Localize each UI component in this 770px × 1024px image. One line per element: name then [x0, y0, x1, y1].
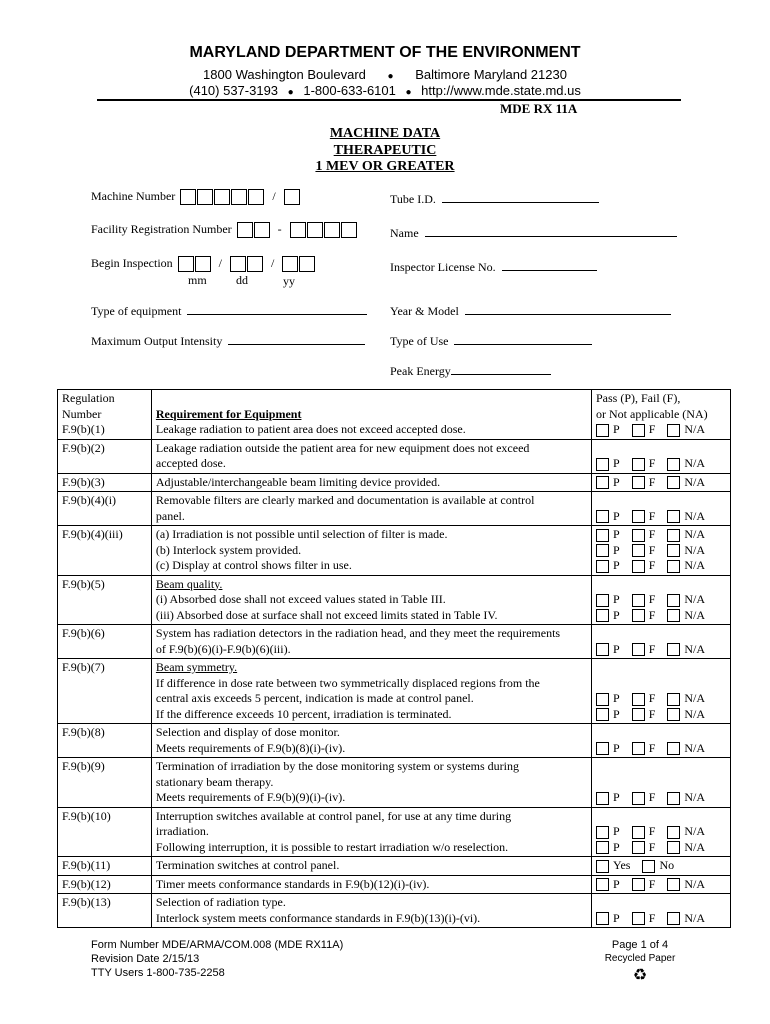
pass-checkbox[interactable]: P	[596, 592, 620, 608]
tube-id-label: Tube I.D.	[390, 192, 436, 206]
status-row-4a	[596, 527, 726, 543]
row-text-8-0: Selection and display of dose monitor.	[155, 725, 340, 739]
table-row	[58, 875, 731, 894]
fail-checkbox[interactable]: F	[632, 824, 656, 840]
status-row-2	[596, 475, 726, 491]
machine-number-label: Machine Number	[91, 189, 176, 203]
header-rule	[97, 99, 681, 101]
row-text-5-1: (i) Absorbed dose shall not exceed values stated in Table III.	[155, 592, 446, 606]
no-checkbox[interactable]: No	[642, 858, 674, 874]
na-checkbox[interactable]: N/A	[667, 642, 705, 658]
date-slash-2: /	[271, 256, 275, 270]
fail-checkbox[interactable]: F	[632, 840, 656, 856]
col-requirement-header: Requirement for Equipment	[155, 406, 302, 421]
row-reg-11: F.9(b)(11)	[58, 857, 152, 876]
status-row-7a	[596, 691, 726, 707]
begin-dd-boxes[interactable]	[230, 256, 263, 270]
pass-checkbox[interactable]: P	[596, 608, 620, 624]
table-row	[58, 492, 731, 526]
status-row-10a	[596, 824, 726, 840]
address-line	[0, 67, 770, 82]
na-checkbox[interactable]: N/A	[667, 475, 705, 491]
row-text-10-2: Following interruption, it is possible to restart irradiation w/o reselection.	[155, 839, 509, 854]
na-checkbox[interactable]: N/A	[667, 509, 705, 525]
date-slash-1: /	[218, 256, 222, 270]
city-address: Baltimore Maryland 21230	[415, 67, 567, 82]
peak-energy-field	[390, 362, 551, 379]
status-row-11	[596, 858, 726, 874]
fail-checkbox[interactable]: F	[632, 558, 656, 574]
requirements-table	[57, 389, 731, 928]
na-checkbox[interactable]: N/A	[667, 456, 705, 472]
facility-reg-label: Facility Registration Number	[91, 222, 232, 236]
status-row-12	[596, 877, 726, 893]
na-checkbox[interactable]: N/A	[667, 911, 705, 927]
na-checkbox[interactable]: N/A	[667, 608, 705, 624]
pass-checkbox[interactable]: P	[596, 543, 620, 559]
row-text-12-0: Timer meets conformance standards in F.9(b)(12)(i)-(iv).	[151, 875, 591, 894]
row-text-2-0: Adjustable/interchangeable beam limiting device provided.	[151, 473, 591, 492]
agency-title: MARYLAND DEPARTMENT OF THE ENVIRONMENT	[189, 44, 581, 61]
tty-number: TTY Users 1-800-735-2258	[91, 967, 225, 979]
website-url: http://www.mde.state.md.us	[421, 83, 581, 98]
bullet-3: ●	[405, 87, 412, 98]
col-regulation-header-2: Number	[62, 406, 102, 421]
form-number: Form Number MDE/ARMA/COM.008 (MDE RX11A)	[91, 939, 344, 951]
table-row	[58, 473, 731, 492]
title-line-2: THERAPEUTIC	[333, 142, 437, 158]
fail-checkbox[interactable]: F	[632, 741, 656, 757]
col-status-header-1: Pass (P), Fail (F),	[596, 391, 681, 405]
table-row	[58, 758, 731, 808]
row-reg-8: F.9(b)(8)	[58, 724, 152, 758]
na-checkbox[interactable]: N/A	[667, 558, 705, 574]
na-checkbox[interactable]: N/A	[667, 840, 705, 856]
year-model-field	[390, 302, 671, 319]
na-checkbox[interactable]: N/A	[667, 824, 705, 840]
inspector-license-label: Inspector License No.	[390, 260, 496, 274]
row-reg-0: F.9(b)(1)	[62, 422, 105, 436]
row-text-7-3: If the difference exceeds 10 percent, irradiation is terminated.	[155, 706, 452, 721]
fail-checkbox[interactable]: F	[632, 707, 656, 723]
col-status-header-2: or Not applicable (NA)	[596, 406, 708, 421]
form-code: MDE RX 11A	[500, 101, 578, 116]
row-text-13-1: Interlock system meets conformance standards in F.9(b)(13)(i)-(vi).	[155, 910, 481, 925]
row-text-10-1: irradiation.	[155, 824, 209, 838]
year-model-input[interactable]	[465, 302, 671, 315]
row-text-11-0: Termination switches at control panel.	[151, 857, 591, 876]
row-text-10-0: Interruption switches available at control panel, for use at any time during	[155, 808, 512, 823]
na-checkbox[interactable]: N/A	[667, 543, 705, 559]
fail-checkbox[interactable]: F	[632, 911, 656, 927]
bullet-1: ●	[387, 71, 394, 82]
row-reg-6: F.9(b)(6)	[58, 625, 152, 659]
na-checkbox[interactable]: N/A	[667, 691, 705, 707]
tube-id-input[interactable]	[442, 190, 599, 203]
pass-checkbox[interactable]: P	[596, 475, 620, 491]
tube-id-field	[390, 190, 599, 207]
name-field	[390, 224, 677, 241]
machine-number-suffix-box[interactable]	[284, 189, 300, 205]
peak-energy-input[interactable]	[451, 362, 551, 375]
fail-checkbox[interactable]: F	[632, 527, 656, 543]
inspector-license-input[interactable]	[502, 258, 597, 271]
status-row-1	[596, 456, 726, 472]
row-text-4-0: (a) Irradiation is not possible until selection of filter is made.	[155, 527, 448, 541]
na-checkbox[interactable]: N/A	[667, 877, 705, 893]
year-model-label: Year & Model	[390, 304, 459, 318]
machine-number-slash: /	[272, 189, 276, 203]
status-row-0	[596, 422, 726, 438]
na-checkbox[interactable]: N/A	[667, 707, 705, 723]
facility-reg-boxes-a[interactable]	[237, 222, 273, 236]
row-text-6-0: System has radiation detectors in the radiation head, and they meet the requirements	[155, 626, 561, 640]
row-text-0-0: Leakage radiation to patient area does not exceed accepted dose.	[155, 422, 466, 436]
fail-checkbox[interactable]: F	[632, 475, 656, 491]
fail-checkbox[interactable]: F	[632, 691, 656, 707]
machine-number-field	[91, 189, 300, 205]
fail-checkbox[interactable]: F	[632, 642, 656, 658]
row-text-6-1: of F.9(b)(6)(i)-F.9(b)(6)(iii).	[155, 641, 291, 656]
table-header-row	[58, 390, 731, 440]
fail-checkbox[interactable]: F	[632, 543, 656, 559]
pass-checkbox[interactable]: P	[596, 824, 620, 840]
table-row	[58, 625, 731, 659]
row-text-7-1: If difference in dose rate between two symmetrically displaced regions from the	[155, 675, 540, 690]
na-checkbox[interactable]: N/A	[667, 527, 705, 543]
peak-energy-label: Peak Energy	[390, 364, 451, 378]
row-reg-4: F.9(b)(4)(iii)	[58, 526, 152, 576]
pass-checkbox[interactable]: P	[596, 691, 620, 707]
machine-number-boxes[interactable]	[180, 189, 267, 203]
na-checkbox[interactable]: N/A	[667, 592, 705, 608]
max-output-label: Maximum Output Intensity	[91, 334, 223, 348]
row-text-1-0: Leakage radiation outside the patient area for new equipment does not exceed	[155, 440, 530, 455]
max-output-input[interactable]	[228, 332, 365, 345]
row-text-5-2: (iii) Absorbed dose at surface shall not exceed limits stated in Table IV.	[155, 607, 498, 622]
begin-inspection-field	[91, 256, 315, 272]
form-title	[0, 126, 770, 176]
dd-label: dd	[236, 273, 248, 287]
pass-checkbox[interactable]: P	[596, 558, 620, 574]
page-number: Page 1 of 4	[611, 939, 669, 951]
row-reg-5: F.9(b)(5)	[58, 575, 152, 625]
table-row	[58, 659, 731, 724]
row-reg-13: F.9(b)(13)	[58, 894, 152, 928]
bullet-2: ●	[287, 87, 294, 98]
status-row-9	[596, 790, 726, 806]
row-text-8-1: Meets requirements of F.9(b)(8)(i)-(iv).	[155, 740, 346, 755]
row-reg-10: F.9(b)(10)	[58, 807, 152, 857]
recycle-icon: ♻	[632, 967, 648, 984]
pass-checkbox[interactable]: P	[596, 707, 620, 723]
row-reg-2: F.9(b)(3)	[58, 473, 152, 492]
row-text-9-0: Termination of irradiation by the dose monitoring system or systems during	[155, 759, 519, 773]
fail-checkbox[interactable]: F	[632, 422, 656, 438]
row-text-5-0: Beam quality.	[155, 576, 223, 591]
row-text-7-0: Beam symmetry.	[155, 660, 238, 674]
pass-checkbox[interactable]: P	[596, 877, 620, 893]
name-label: Name	[390, 226, 419, 240]
type-equipment-input[interactable]	[187, 302, 367, 315]
row-text-4-1: (b) Interlock system provided.	[155, 542, 302, 557]
row-reg-12: F.9(b)(12)	[58, 875, 152, 894]
title-line-3: 1 MEV OR GREATER	[315, 159, 455, 174]
row-reg-9: F.9(b)(9)	[58, 758, 152, 808]
row-text-9-2: Meets requirements of F.9(b)(9)(i)-(iv).	[155, 790, 346, 804]
row-text-7-2: central axis exceeds 5 percent, indication is made at control panel.	[155, 691, 474, 705]
na-checkbox[interactable]: N/A	[667, 790, 705, 806]
row-text-9-1: stationary beam therapy.	[155, 774, 274, 789]
fail-checkbox[interactable]: F	[632, 790, 656, 806]
type-use-label: Type of Use	[390, 334, 449, 348]
status-row-13	[596, 911, 726, 927]
status-row-4c	[596, 558, 726, 574]
row-text-3-0: Removable filters are clearly marked and documentation is available at control	[155, 493, 535, 507]
fail-checkbox[interactable]: F	[632, 608, 656, 624]
table-row	[58, 807, 731, 857]
fail-checkbox[interactable]: F	[632, 592, 656, 608]
footer-left	[91, 938, 343, 980]
title-line-1: MACHINE DATA	[329, 126, 441, 141]
table-row	[58, 439, 731, 473]
table-row	[58, 857, 731, 876]
facility-reg-dash: -	[277, 222, 282, 236]
status-row-3	[596, 509, 726, 525]
pass-checkbox[interactable]: P	[596, 456, 620, 472]
row-text-1-1: accepted dose.	[155, 456, 226, 470]
footer-right	[590, 938, 690, 983]
table-row	[58, 724, 731, 758]
pass-checkbox[interactable]: P	[596, 527, 620, 543]
fail-checkbox[interactable]: F	[632, 509, 656, 525]
fail-checkbox[interactable]: F	[632, 456, 656, 472]
table-row	[58, 894, 731, 928]
name-input[interactable]	[425, 224, 677, 237]
type-equipment-field	[91, 302, 367, 319]
status-row-8	[596, 741, 726, 757]
mm-label: mm	[188, 273, 207, 287]
status-row-7b	[596, 707, 726, 723]
pass-checkbox[interactable]: P	[596, 840, 620, 856]
recycled-paper: Recycled Paper	[604, 953, 676, 964]
status-row-4b	[596, 543, 726, 559]
row-text-3-1: panel.	[155, 508, 185, 523]
begin-inspection-label: Begin Inspection	[91, 256, 173, 270]
facility-reg-boxes-b[interactable]	[290, 222, 357, 236]
status-row-5b	[596, 608, 726, 624]
status-row-5a	[596, 592, 726, 608]
row-text-13-0: Selection of radiation type.	[155, 895, 286, 909]
row-reg-3: F.9(b)(4)(i)	[58, 492, 152, 526]
pass-checkbox[interactable]: P	[596, 422, 620, 438]
facility-reg-field	[91, 222, 357, 238]
inspector-license-field	[390, 258, 597, 275]
pass-checkbox[interactable]: P	[596, 911, 620, 927]
street-address: 1800 Washington Boulevard	[203, 67, 366, 82]
fail-checkbox[interactable]: F	[632, 877, 656, 893]
type-equipment-label: Type of equipment	[91, 304, 182, 318]
pass-checkbox[interactable]: P	[596, 642, 620, 658]
row-reg-1: F.9(b)(2)	[58, 439, 152, 473]
row-text-4-2: (c) Display at control shows filter in use.	[155, 558, 352, 572]
max-output-field	[91, 332, 365, 349]
yes-checkbox[interactable]: Yes	[596, 858, 630, 874]
yy-label: yy	[283, 274, 295, 288]
contact-line	[0, 83, 770, 98]
col-regulation-header-1: Regulation	[62, 391, 115, 405]
phone-1: (410) 537-3193	[189, 83, 279, 98]
phone-2: 1-800-633-6101	[303, 83, 396, 98]
type-use-field	[390, 332, 592, 349]
status-row-10b	[596, 840, 726, 856]
begin-yy-boxes[interactable]	[282, 256, 315, 270]
table-row	[58, 526, 731, 576]
pass-checkbox[interactable]: P	[596, 741, 620, 757]
status-row-6	[596, 642, 726, 658]
row-reg-7: F.9(b)(7)	[58, 659, 152, 724]
pass-checkbox[interactable]: P	[596, 509, 620, 525]
revision-date: Revision Date 2/15/13	[91, 953, 200, 965]
begin-mm-boxes[interactable]	[178, 256, 211, 270]
type-use-input[interactable]	[454, 332, 592, 345]
na-checkbox[interactable]: N/A	[667, 741, 705, 757]
table-row	[58, 575, 731, 625]
na-checkbox[interactable]: N/A	[667, 422, 705, 438]
pass-checkbox[interactable]: P	[596, 790, 620, 806]
